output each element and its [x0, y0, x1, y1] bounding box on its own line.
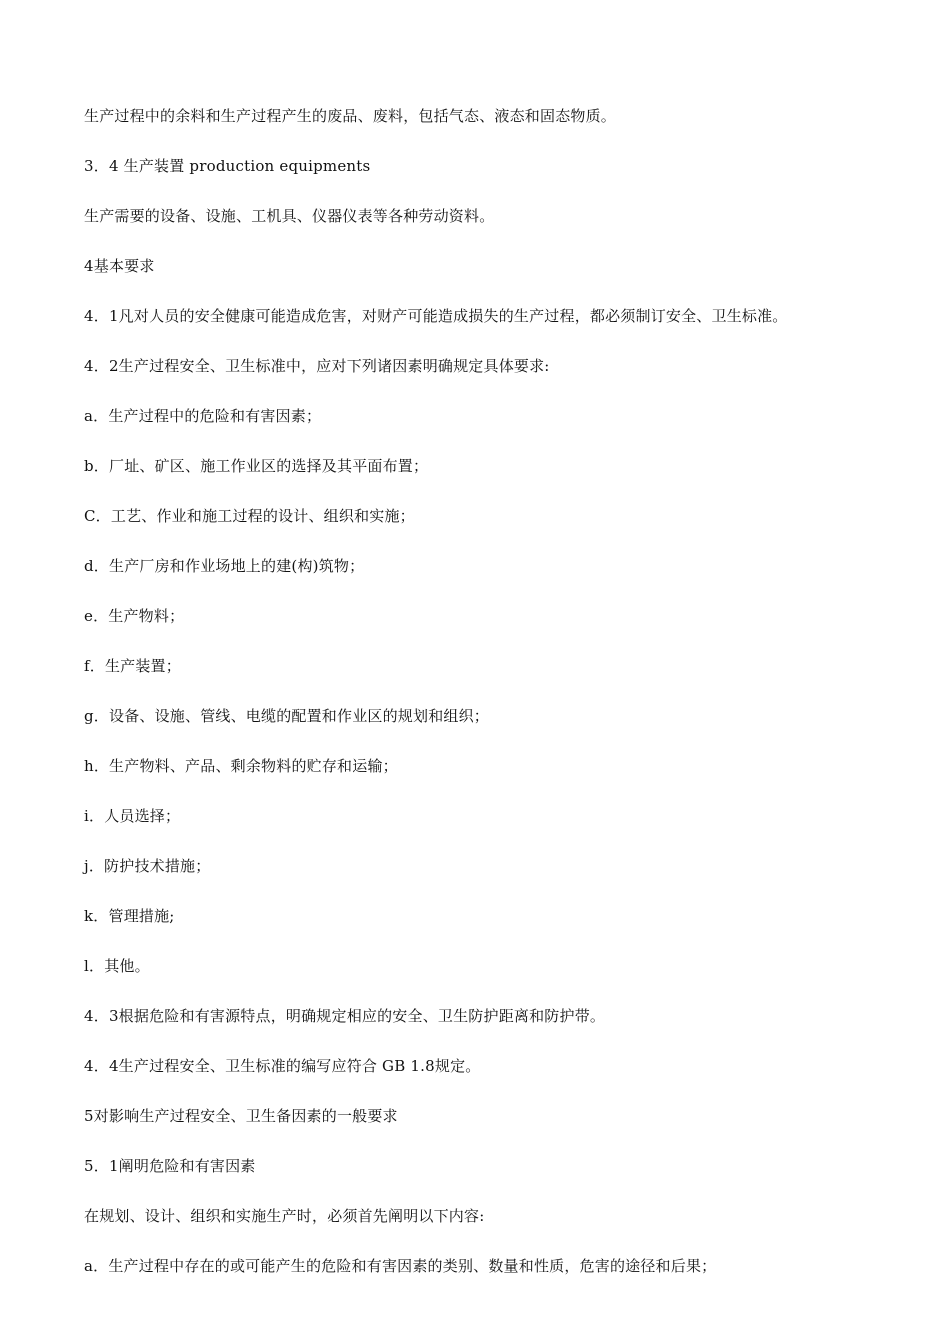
heading-4-basic-requirements: 4基本要求 [84, 257, 155, 275]
heading-3-4-production-equipments: 3．4 生产装置 production equipments [84, 157, 371, 175]
list-item-k: k．管理措施; [84, 907, 175, 925]
heading-5-1: 5．1阐明危险和有害因素 [84, 1157, 256, 1175]
list-item-5-1-a: a．生产过程中存在的或可能产生的危险和有害因素的类别、数量和性质，危害的途径和后果； [84, 1257, 717, 1275]
paragraph-equipment-definition: 生产需要的设备、设施、工机具、仪器仪表等各种劳动资料。 [84, 207, 495, 225]
heading-5-general-requirements: 5对影响生产过程安全、卫生备因素的一般要求 [84, 1107, 398, 1125]
clause-4-4: 4．4生产过程安全、卫生标准的编写应符合 GB 1.8规定。 [84, 1057, 481, 1075]
list-item-g: g．设备、设施、管线、电缆的配置和作业区的规划和组织； [84, 707, 490, 725]
paragraph-waste-definition: 生产过程中的余料和生产过程产生的废品、废料，包括气态、液态和固态物质。 [84, 107, 617, 125]
list-item-b: b．厂址、矿区、施工作业区的选择及其平面布置； [84, 457, 429, 475]
list-item-j: j．防护技术措施； [84, 857, 211, 875]
list-item-l: l．其他。 [84, 957, 150, 975]
clause-4-3: 4．3根据危险和有害源特点，明确规定相应的安全、卫生防护距离和防护带。 [84, 1007, 606, 1025]
list-item-h: h．生产物料、产品、剩余物料的贮存和运输； [84, 757, 398, 775]
list-item-d: d．生产厂房和作业场地上的建(构)筑物； [84, 557, 365, 575]
clause-4-1: 4．1凡对人员的安全健康可能造成危害，对财产可能造成损失的生产过程，都必须制订安全、卫生标准。 [84, 307, 788, 325]
list-item-a: a．生产过程中的危险和有害因素； [84, 407, 322, 425]
list-item-e: e．生产物料； [84, 607, 185, 625]
list-item-i: i．人员选择； [84, 807, 181, 825]
list-item-c: C．工艺、作业和施工过程的设计、组织和实施； [84, 507, 415, 525]
list-item-f: f．生产装置； [84, 657, 181, 675]
clause-4-2: 4．2生产过程安全、卫生标准中，应对下列诸因素明确规定具体要求: [84, 357, 550, 375]
paragraph-planning-intro: 在规划、设计、组织和实施生产时，必须首先阐明以下内容: [84, 1207, 485, 1225]
